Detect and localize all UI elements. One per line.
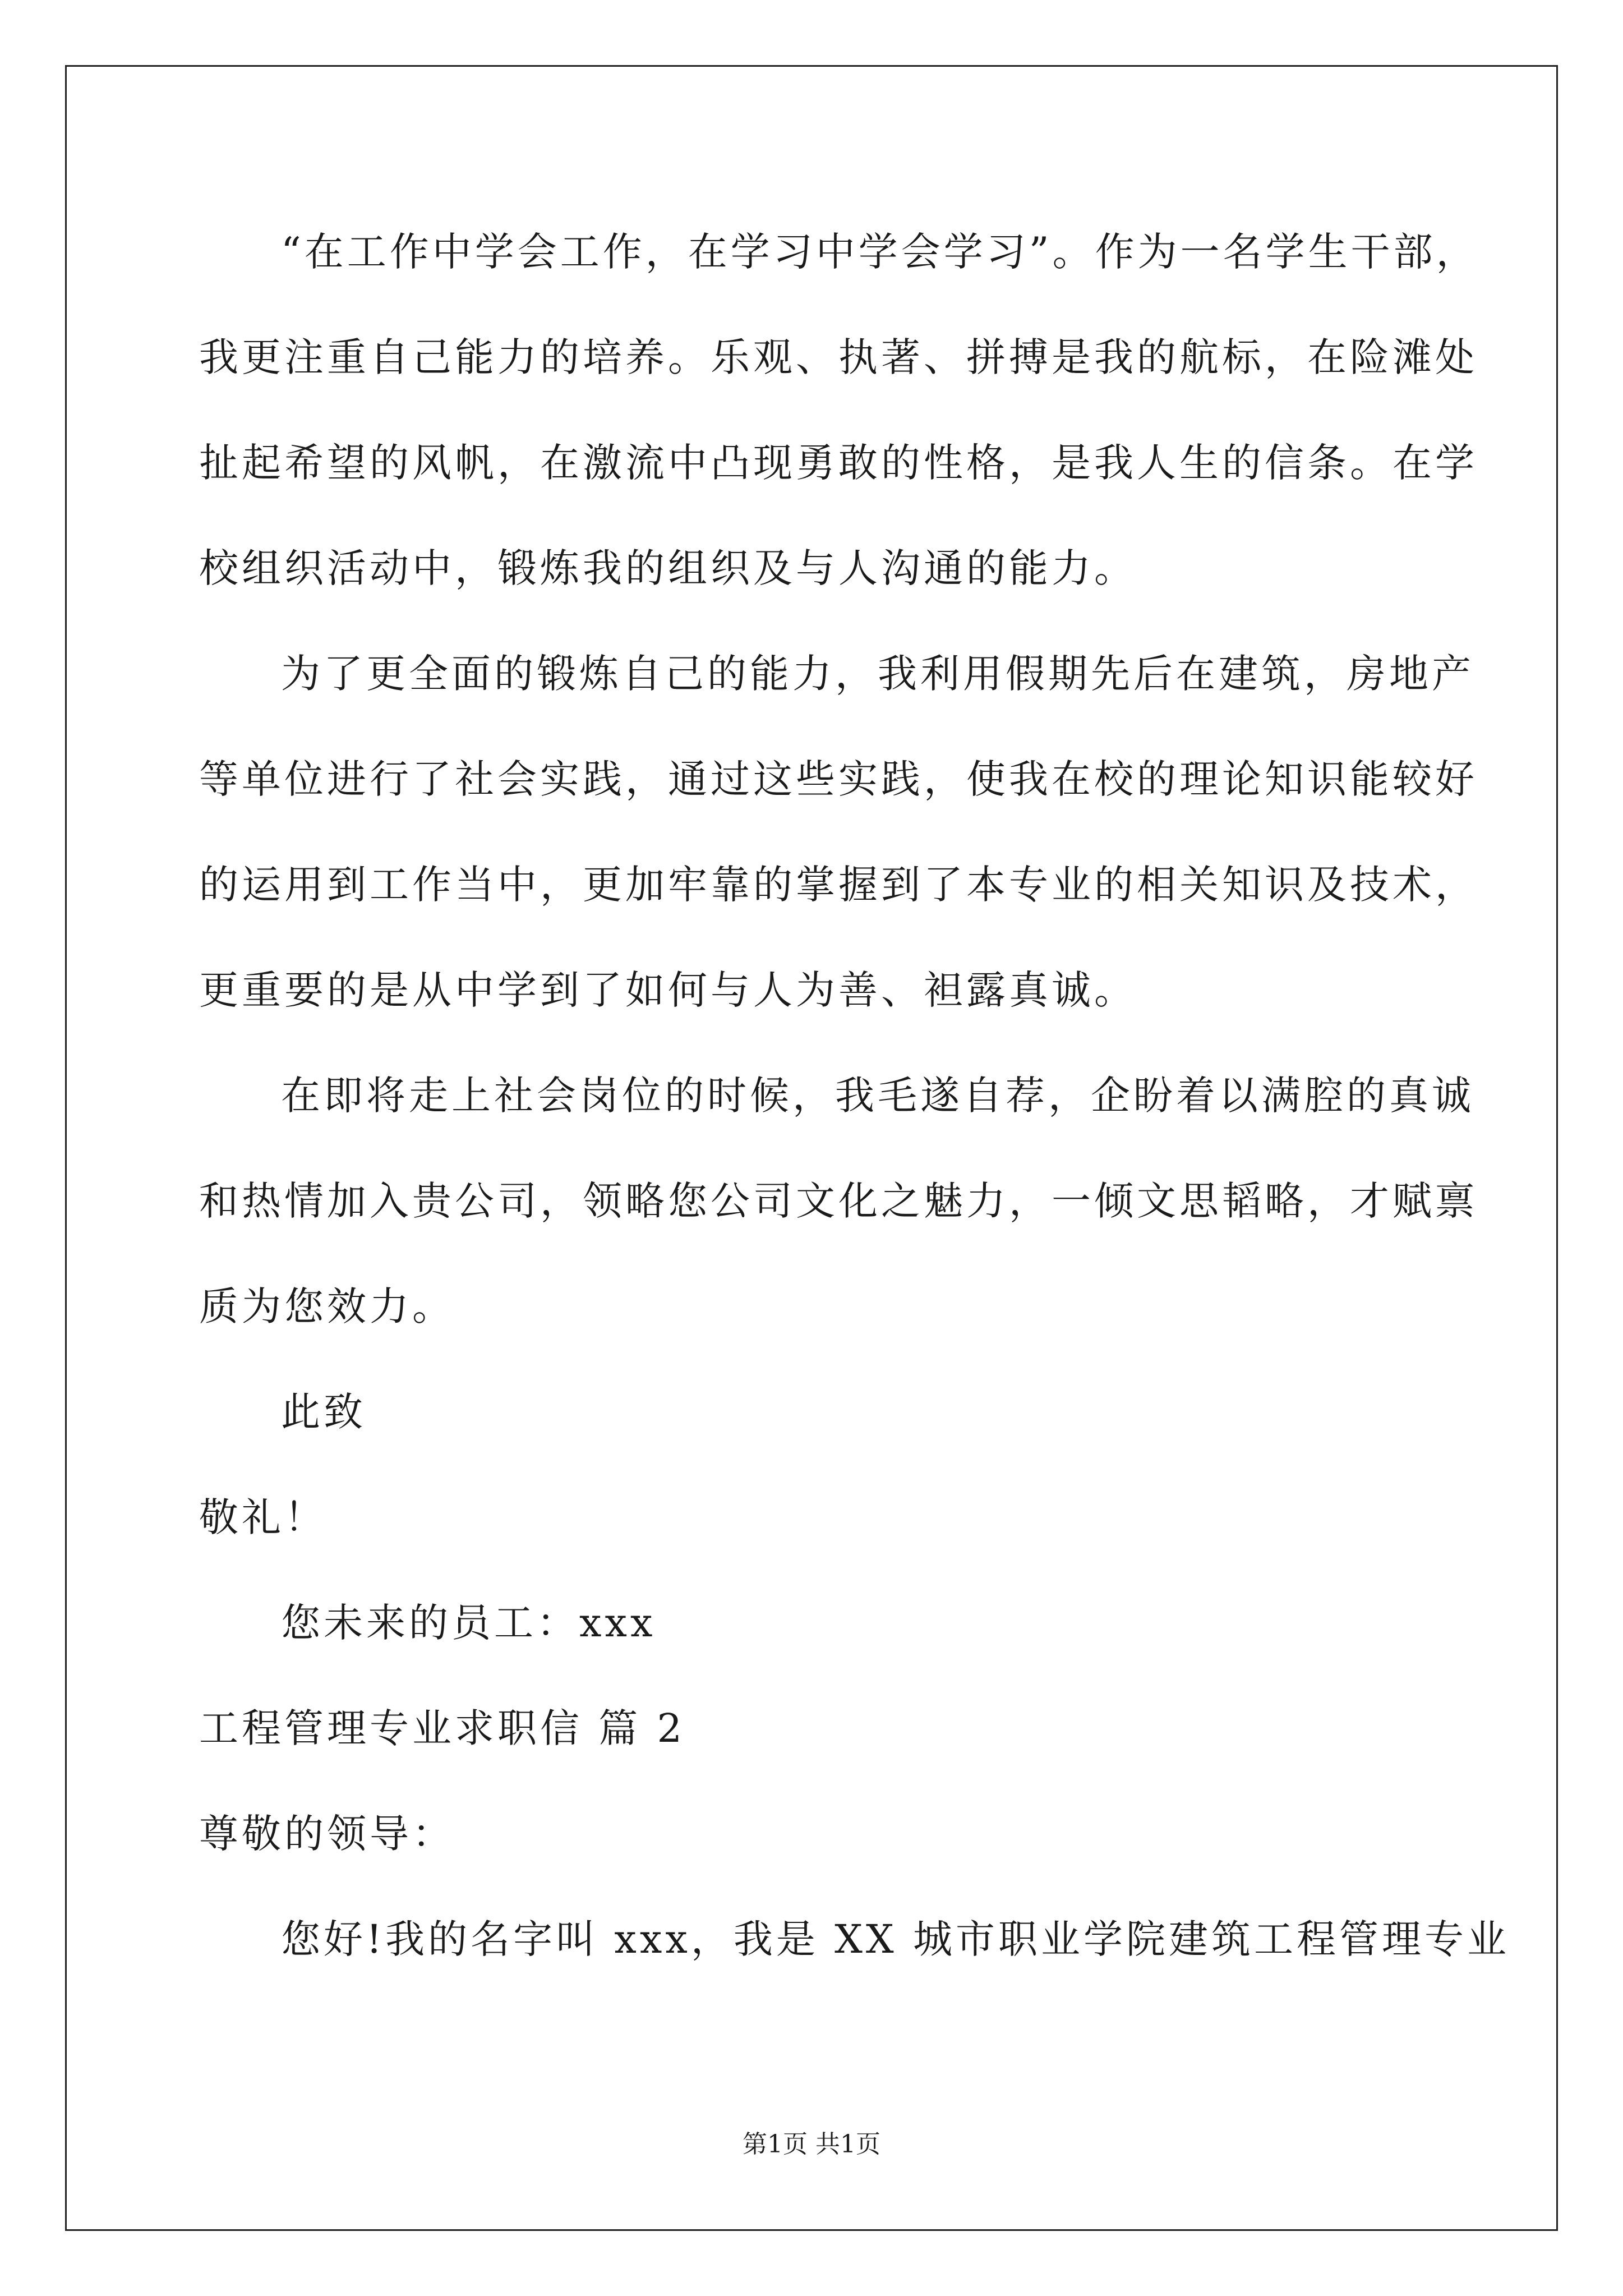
text-line: 校组织活动中，锻炼我的组织及与人沟通的能力。 [199,545,1137,591]
document-body [199,199,1510,1992]
greeting-line: 尊敬的领导： [199,1811,455,1857]
text-line: 和热情加入贵公司，领略您公司文化之魅力，一倾文思韬略，才赋禀 [199,1178,1478,1224]
text-line: 您好!我的名字叫 xxx，我是 XX 城市职业学院建筑工程管理专业 [281,1916,1510,1962]
page-footer: 第1页 共1页 [743,2130,880,2159]
text-line: 在即将走上社会岗位的时候，我毛遂自荐，企盼着以满腔的真诚 [281,1073,1474,1119]
text-line: 为了更全面的锻炼自己的能力，我利用假期先后在建筑，房地产 [281,651,1474,697]
closing-regards: 敬礼！ [199,1494,327,1540]
closing-salutation: 此致 [281,1389,366,1435]
text-line: 等单位进行了社会实践，通过这些实践，使我在校的理论知识能较好 [199,756,1478,802]
text-line: 扯起希望的风帆，在激流中凸现勇敢的性格，是我人生的信条。在学 [199,440,1478,486]
text-line: 的运用到工作当中，更加牢靠的掌握到了本专业的相关知识及技术， [199,862,1478,908]
text-line: “在工作中学会工作，在学习中学会学习”。作为一名学生干部， [281,229,1479,275]
signature-line: 您未来的员工：xxx [281,1600,656,1646]
text-line: 我更注重自己能力的培养。乐观、执著、拼搏是我的航标，在险滩处 [199,334,1478,380]
text-line: 质为您效力。 [199,1283,455,1329]
section-heading: 工程管理专业求职信 篇 2 [199,1705,686,1751]
text-line: 更重要的是从中学到了如何与人为善、袒露真诚。 [199,967,1137,1013]
